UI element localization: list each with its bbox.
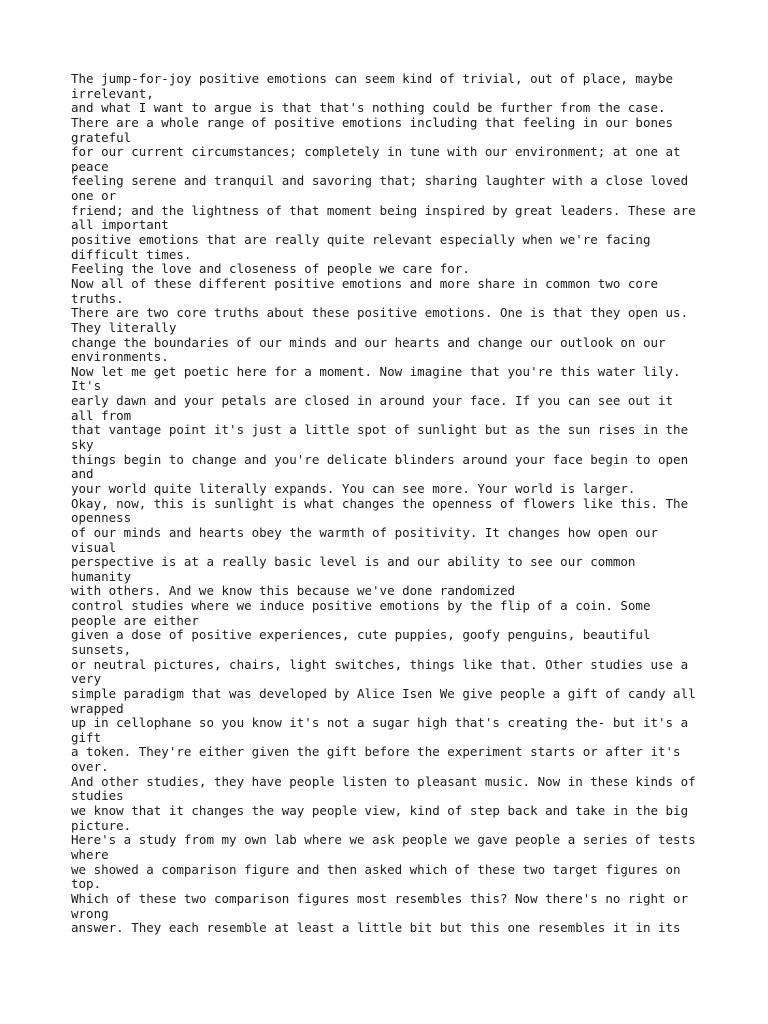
text-line: And other studies, they have people listen to pleasant music. Now in these kinds of bbox=[71, 773, 696, 789]
text-line: The jump-for-joy positive emotions can seem kind of trivial, out of place, maybe bbox=[71, 71, 674, 86]
text-line: studies bbox=[71, 788, 124, 804]
text-line: your world quite literally expands. You can see more. Your world is larger. bbox=[71, 480, 636, 496]
text-line: grateful bbox=[71, 129, 132, 145]
text-line: all from bbox=[71, 407, 132, 423]
text-line: environments. bbox=[71, 349, 169, 365]
text-line: Which of these two comparison figures most resembles this? Now there's no right or bbox=[71, 890, 689, 906]
text-line: It's bbox=[71, 378, 102, 394]
text-line: change the boundaries of our minds and our hearts and change our outlook on our bbox=[71, 334, 666, 350]
text-line: early dawn and your petals are closed in around your face. If you can see out it bbox=[71, 393, 674, 409]
text-line: and bbox=[71, 466, 94, 482]
text-line: and what I want to argue is that that's nothing could be further from the case. bbox=[71, 100, 666, 116]
text-line: control studies where we induce positive emotions by the flip of a coin. Some bbox=[71, 598, 651, 614]
text-line: Okay, now, this is sunlight is what changes the openness of flowers like this. The bbox=[71, 495, 689, 511]
text-line: perspective is at a really basic level is and our ability to see our common bbox=[71, 554, 636, 570]
text-line: we showed a comparison figure and then asked which of these two target figures on bbox=[71, 861, 681, 877]
text-line: things begin to change and you're delicate blinders around your face begin to open bbox=[71, 451, 689, 467]
text-line: gift bbox=[71, 729, 102, 745]
text-line: or neutral pictures, chairs, light switches, things like that. Other studies use a bbox=[71, 656, 689, 672]
text-line: truths. bbox=[71, 290, 124, 306]
text-line: humanity bbox=[71, 568, 132, 584]
text-line: sky bbox=[71, 437, 94, 453]
text-line: top. bbox=[71, 876, 102, 892]
text-line: There are two core truths about these positive emotions. One is that they open us. bbox=[71, 305, 689, 321]
text-line: for our current circumstances; completely in tune with our environment; at one at bbox=[71, 144, 681, 160]
text-line: positive emotions that are really quite relevant especially when we're facing bbox=[71, 232, 651, 248]
text-line: people are either bbox=[71, 612, 199, 628]
text-line: Here's a study from my own lab where we ask people we gave people a series of tests bbox=[71, 832, 696, 848]
text-line: very bbox=[71, 671, 102, 687]
text-line: friend; and the lightness of that moment being inspired by great leaders. These are bbox=[71, 202, 696, 218]
text-line: of our minds and hearts obey the warmth of positivity. It changes how open our bbox=[71, 524, 658, 540]
text-line: visual bbox=[71, 539, 117, 555]
text-line: wrapped bbox=[71, 700, 124, 716]
text-line: where bbox=[71, 846, 109, 862]
text-line: openness bbox=[71, 510, 132, 526]
text-line: Now let me get poetic here for a moment. Now imagine that you're this water lily. bbox=[71, 363, 681, 379]
text-line: Now all of these different positive emotions and more share in common two core bbox=[71, 275, 658, 291]
document-page bbox=[71, 72, 711, 936]
text-line: Feeling the love and closeness of people we care for. bbox=[71, 261, 470, 277]
text-line: There are a whole range of positive emotions including that feeling in our bones bbox=[71, 114, 674, 130]
text-line: wrong bbox=[71, 905, 109, 921]
text-line: feeling serene and tranquil and savoring that; sharing laughter with a close loved bbox=[71, 173, 689, 189]
text-line: They literally bbox=[71, 319, 177, 335]
text-line: given a dose of positive experiences, cute puppies, goofy penguins, beautiful bbox=[71, 627, 651, 643]
text-line: answer. They each resemble at least a little bit but this one resembles it in its bbox=[71, 920, 681, 936]
text-line: we know that it changes the way people view, kind of step back and take in the big bbox=[71, 803, 689, 819]
text-line: all important bbox=[71, 217, 169, 233]
text-line: with others. And we know this because we've done randomized bbox=[71, 583, 516, 599]
text-line: difficult times. bbox=[71, 246, 192, 262]
text-line: up in cellophane so you know it's not a sugar high that's creating the- but it's a bbox=[71, 715, 689, 731]
text-line: one or bbox=[71, 188, 117, 204]
text-line: a token. They're either given the gift before the experiment starts or after it's bbox=[71, 744, 681, 760]
text-line: simple paradigm that was developed by Alice Isen We give people a gift of candy all bbox=[71, 685, 696, 701]
text-line: sunsets, bbox=[71, 641, 132, 657]
text-line: that vantage point it's just a little spot of sunlight but as the sun rises in the bbox=[71, 422, 689, 438]
text-line: over. bbox=[71, 759, 109, 775]
text-line: picture. bbox=[71, 817, 132, 833]
text-line: irrelevant, bbox=[71, 85, 154, 101]
text-line: peace bbox=[71, 158, 109, 174]
